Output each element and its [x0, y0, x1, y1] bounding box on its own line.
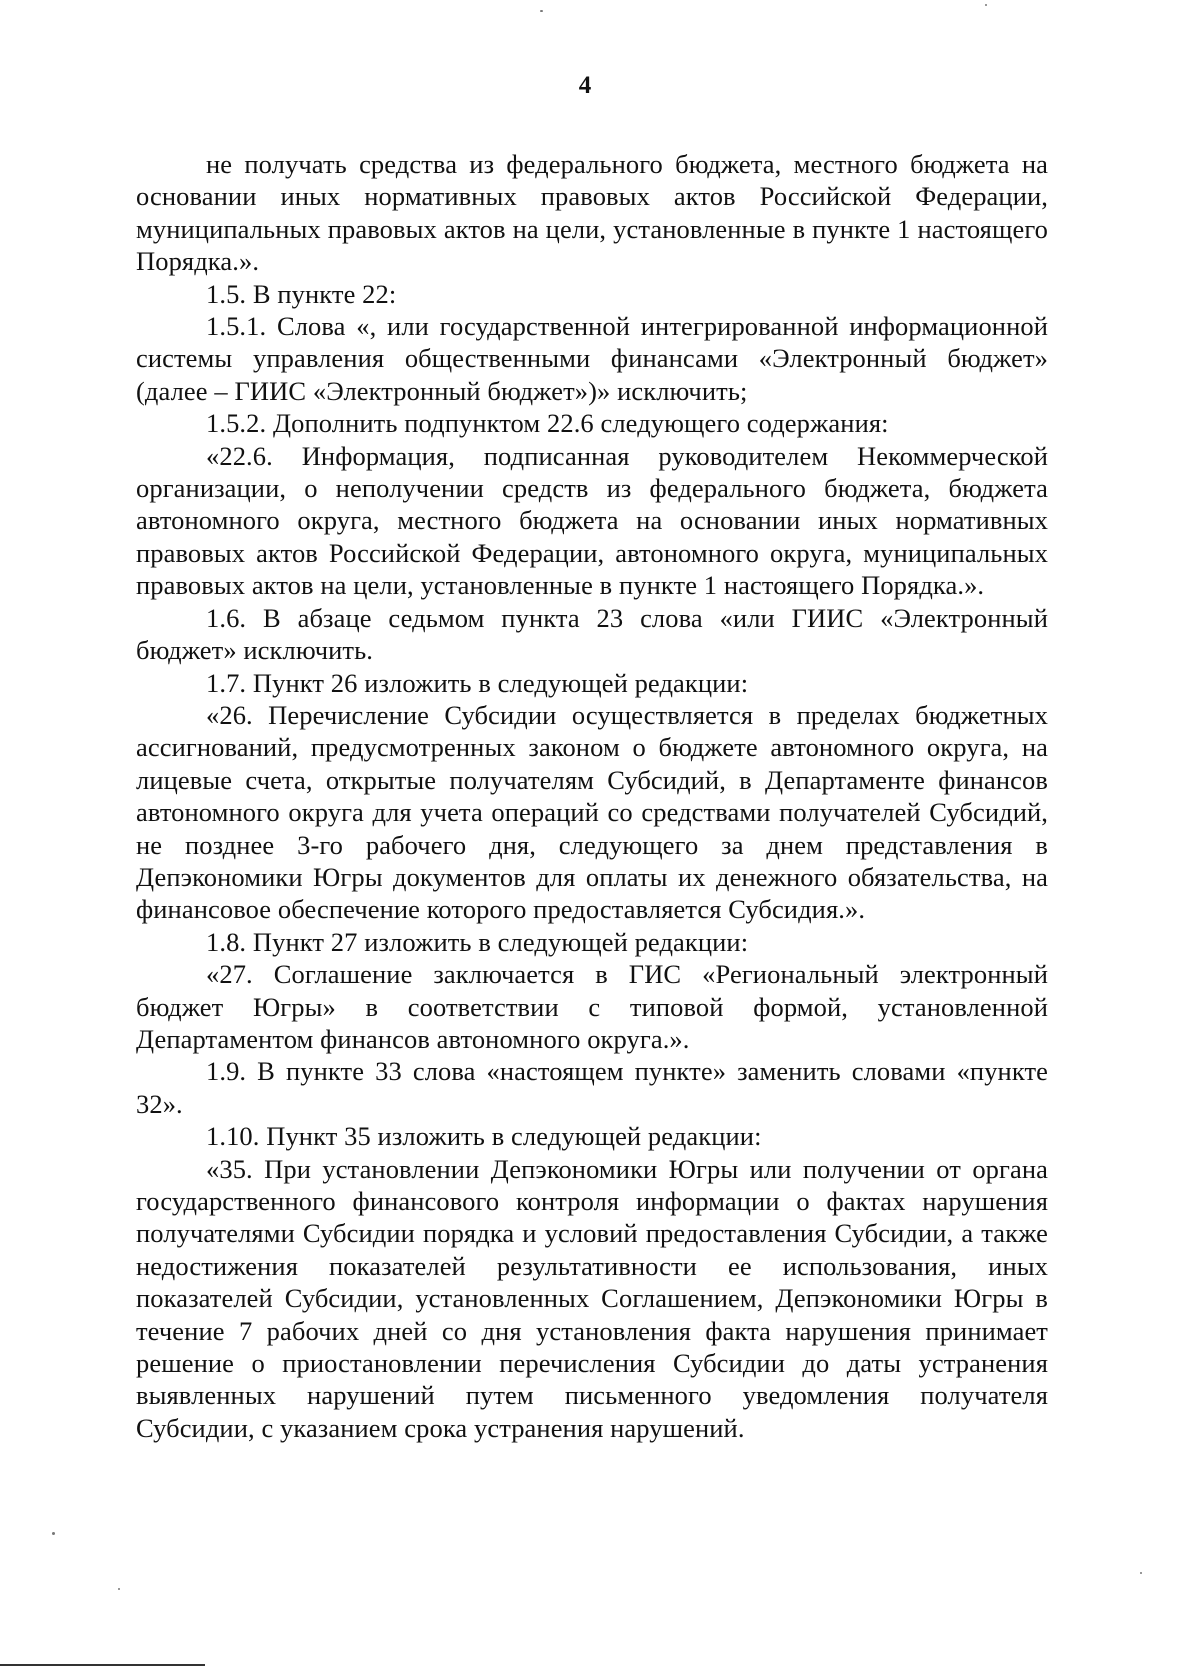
scan-speck [118, 1588, 120, 1590]
paragraph-continuation: не получать средства из федерального бюджета, местного бюджета на основании иных нормативных правовых актов Российской Федерации, муниципальных правовых актов на цели, установленные в пункте 1 настоящего Порядка.». [136, 149, 1048, 277]
paragraph-1-9: 1.9. В пункте 33 слова «настоящем пункте» заменить словами «пункте 32». [136, 1056, 1048, 1119]
paragraph-1-5: 1.5. В пункте 22: [206, 278, 397, 309]
paragraph-1-7: 1.7. Пункт 26 изложить в следующей редакции: [206, 667, 749, 698]
document-body [136, 148, 1048, 1444]
page-number: 4 [578, 72, 592, 99]
paragraph-26: «26. Перечисление Субсидии осуществляется в пределах бюджетных ассигнований, предусмотренных законом о бюджете автономного округа, на лицевые счета, открытые получателям Субсидий, в Департаменте финансов автономного округа для учета операций со средствами получателей Субсидий, не позднее 3-го рабочего дня, следующего за днем представления в Депэкономики Югры документов для оплаты их денежного обязательства, на финансовое обеспечение которого предоставляется Субсидия.». [136, 699, 1048, 925]
paragraph-1-10: 1.10. Пункт 35 изложить в следующей редакции: [206, 1121, 762, 1152]
scan-edge-line [0, 1664, 205, 1666]
scan-speck [52, 1532, 55, 1535]
paragraph-27: «27. Соглашение заключается в ГИС «Региональный электронный бюджет Югры» в соответствии с типовой формой, установленной Департаментом финансов автономного округа.». [136, 959, 1048, 1054]
paragraph-1-6: 1.6. В абзаце седьмом пункта 23 слова «или ГИИС «Электронный бюджет» исключить. [136, 602, 1048, 666]
paragraph-1-8: 1.8. Пункт 27 изложить в следующей редакции: [206, 926, 749, 957]
scan-speck [540, 10, 543, 12]
paragraph-35: «35. При установлении Депэкономики Югры или получении от органа государственного финансового контроля информации о фактах нарушения получателями Субсидии порядка и условий предоставления Субсидии, а также недостижения показателей результативности ее использования, иных показателей Субсидии, установленных Соглашением, Депэкономики Югры в течение 7 рабочих дней со дня установления факта нарушения принимает решение о приостановлении перечисления Субсидии до даты устранения выявленных нарушений путем письменного уведомления получателя Субсидии, с указанием срока устранения нарушений. [136, 1153, 1048, 1443]
scan-speck [1140, 1572, 1142, 1574]
paragraph-1-5-1: 1.5.1. Слова «, или государственной интегрированной информационной системы управления общественными финансами «Электронный бюджет» (далее – ГИИС «Электронный бюджет»)» исключить; [136, 311, 1048, 406]
paragraph-1-5-2: 1.5.2. Дополнить подпунктом 22.6 следующего содержания: [206, 408, 889, 439]
scan-speck [985, 4, 987, 6]
paragraph-22-6: «22.6. Информация, подписанная руководителем Некоммерческой организации, о неполучении средств из федерального бюджета, бюджета автономного округа, местного бюджета на основании иных нормативных правовых актов Российской Федерации, автономного округа, муниципальных правовых актов на цели, установленные в пункте 1 настоящего Порядка.». [136, 440, 1048, 601]
